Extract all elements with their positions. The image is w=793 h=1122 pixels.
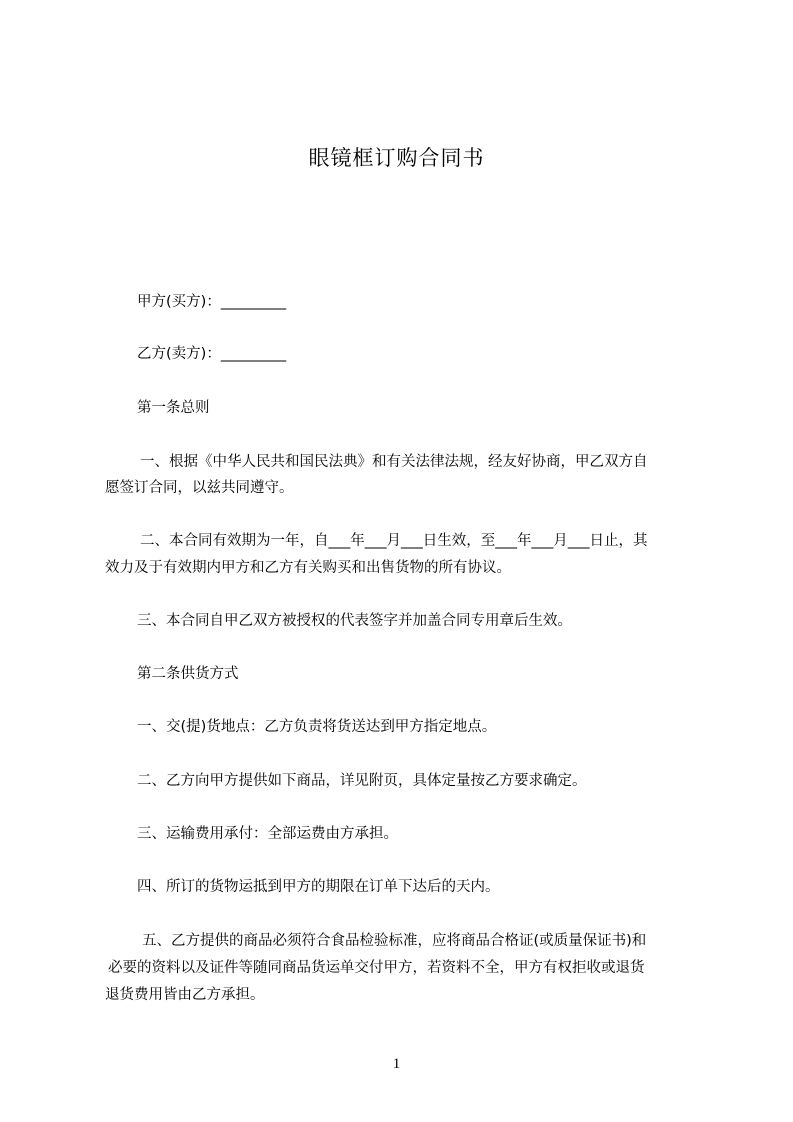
party-a-line: 甲方(买方)：_________ [137, 294, 287, 310]
article-2-clause-4: 四、所订的货物运抵到甲方的期限在订单下达后的天内。 [137, 879, 500, 895]
party-b-line: 乙方(卖方)：_________ [137, 346, 287, 362]
article-2-clause-3: 三、运输费用承付：全部运费由方承担。 [137, 826, 398, 842]
article-2-clause-2: 二、乙方向甲方提供如下商品，详见附页，具体定量按乙方要求确定。 [137, 773, 587, 789]
article-2-clause-5-line-2: 必要的资料以及证件等随同商品货运单交付甲方，若资料不全，甲方有权拒收或退货 [108, 960, 645, 976]
article-2-clause-5-line-1: 五、乙方提供的商品必须符合食品检验标准，应将商品合格证(或质量保证书)和 [142, 933, 647, 949]
article-1-clause-1-line-2: 愿签订合同，以兹共同遵守。 [105, 480, 294, 496]
document-title: 眼镜框订购合同书 [308, 146, 485, 170]
article-2-clause-5-line-3: 退货费用皆由乙方承担。 [105, 987, 265, 1003]
page-number: 1 [392, 1056, 401, 1072]
article-1-clause-2-line-2: 效力及于有效期内甲方和乙方有关购买和出售货物的所有协议。 [105, 560, 511, 576]
article-1-clause-2-line-1: 二、本合同有效期为一年，自___年___月___日生效，至___年___月___日止，其 [140, 533, 648, 549]
article-1-clause-3: 三、本合同自甲乙双方被授权的代表签字并加盖合同专用章后生效。 [137, 613, 572, 629]
article-1-clause-1-line-1: 一、根据《中华人民共和国民法典》和有关法律法规，经友好协商，甲乙双方自 [140, 454, 648, 470]
article-2-heading: 第二条供货方式 [137, 666, 239, 682]
article-1-heading: 第一条总则 [137, 400, 210, 416]
article-2-clause-1: 一、交(提)货地点：乙方负责将货送达到甲方指定地点。 [137, 719, 497, 735]
